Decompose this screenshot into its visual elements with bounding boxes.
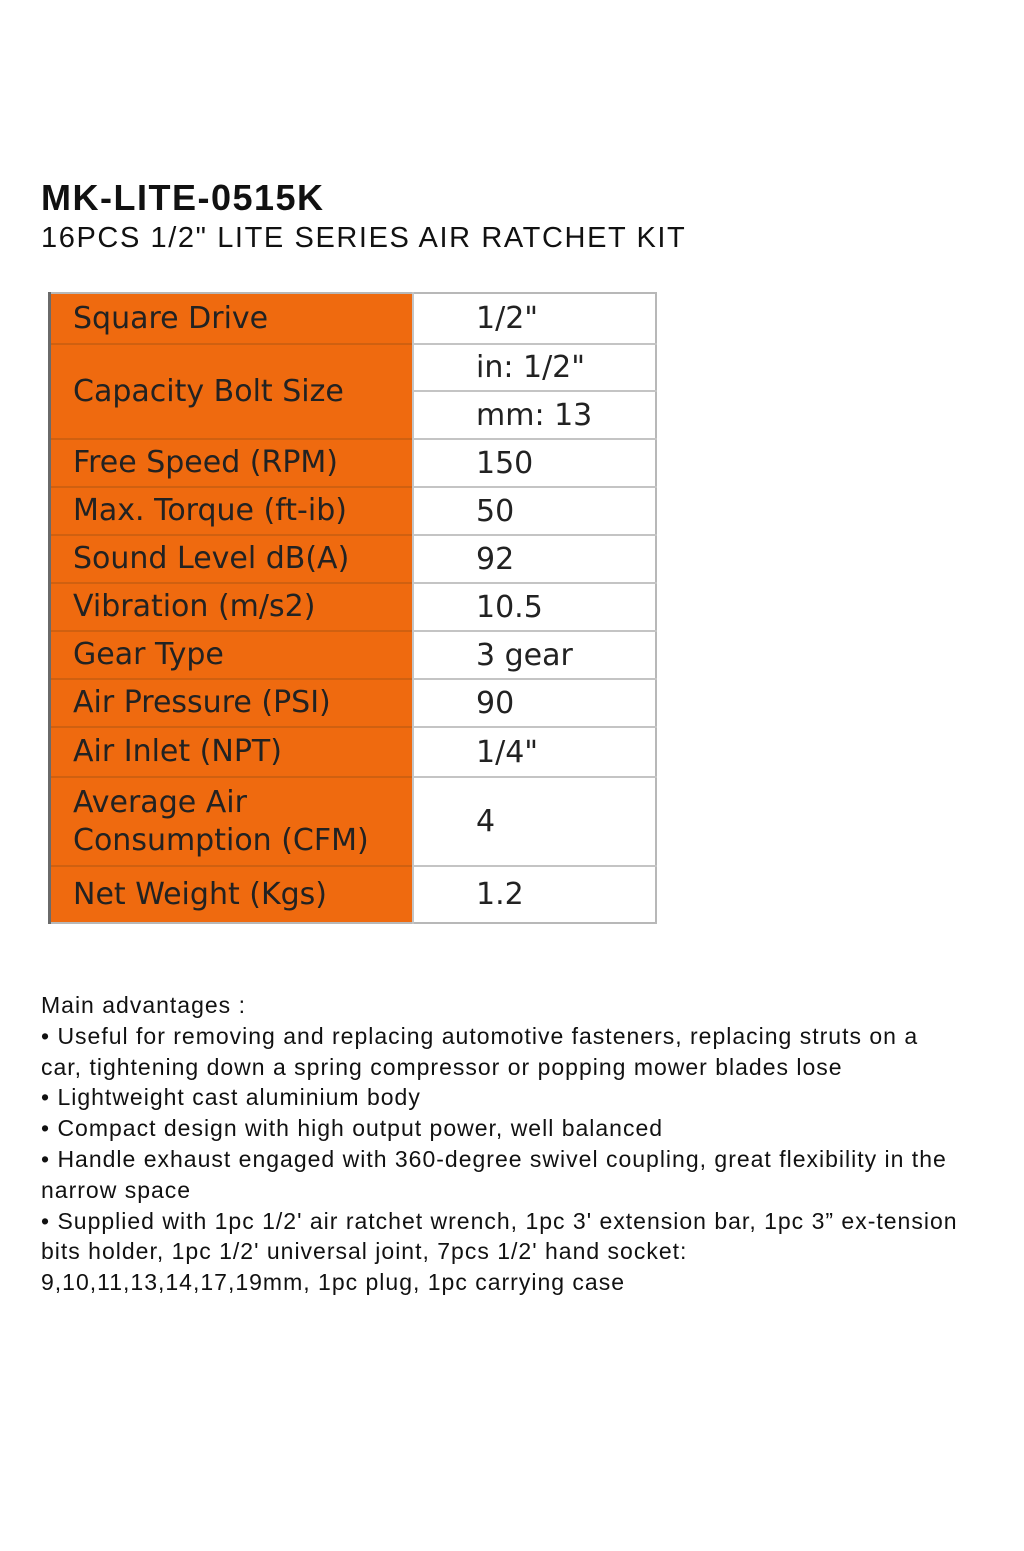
advantage-item: • Handle exhaust engaged with 360-degree swivel coupling, great flexibility in the narrow space [41,1145,947,1203]
spec-value: mm: 13 [413,391,656,439]
spec-label: Air Pressure (PSI) [50,679,414,727]
spec-row-square-drive [50,293,657,344]
spec-label: Sound Level dB(A) [50,535,414,583]
spec-label [50,777,414,866]
advantages-section [41,990,961,1298]
spec-label-line: Average Air [73,784,247,820]
spec-value: 92 [413,535,656,583]
spec-label: Max. Torque (ft-ib) [50,487,414,535]
spec-row-air-consumption [50,777,657,866]
product-code: MK-LITE-0515K [41,177,325,218]
spec-value: 90 [413,679,656,727]
advantages-title: Main advantages : [41,992,246,1018]
spec-label: Vibration (m/s2) [50,583,414,631]
spec-label: Square Drive [50,293,414,344]
product-name: 16PCS 1/2" LITE SERIES AIR RATCHET KIT [41,222,687,254]
spec-row-sound-level [50,535,657,583]
spec-value: 1.2 [413,866,656,923]
advantage-item: • Compact design with high output power, well balanced [41,1115,664,1142]
spec-row-net-weight [50,866,657,923]
spec-row-free-speed [50,439,657,487]
spec-row-air-pressure [50,679,657,727]
spec-label: Net Weight (Kgs) [50,866,414,923]
spec-label: Gear Type [50,631,414,679]
spec-row-air-inlet [50,727,657,777]
spec-value: 1/4" [413,727,656,777]
spec-value: 4 [413,777,656,866]
spec-row-vibration [50,583,657,631]
spec-value: 150 [413,439,656,487]
advantage-item: • Lightweight cast aluminium body [41,1084,421,1111]
spec-row-gear-type [50,631,657,679]
spec-label: Free Speed (RPM) [50,439,414,487]
spec-table [48,292,657,924]
advantage-item: • Supplied with 1pc 1/2' air ratchet wrench, 1pc 3' extension bar, 1pc 3” ex-tension bits holder, 1pc 1/2' universal joint, 7pcs 1/2' hand socket: 9,10,11,13,14,17,19mm, 1pc plug, 1pc carrying case [41,1207,958,1296]
spec-value: 10.5 [413,583,656,631]
spec-label: Capacity Bolt Size [50,344,414,439]
spec-row-max-torque [50,487,657,535]
spec-label-line: Consumption (CFM) [73,822,369,858]
advantage-item: • Useful for removing and replacing automotive fasteners, replacing struts on a car, tightening down a spring compressor or popping mower blades lose [41,1022,919,1080]
spec-row-capacity-bolt-size [50,344,657,391]
spec-value: in: 1/2" [413,344,656,391]
spec-label: Air Inlet (NPT) [50,727,414,777]
spec-value: 3 gear [413,631,656,679]
spec-value: 50 [413,487,656,535]
spec-value: 1/2" [413,293,656,344]
